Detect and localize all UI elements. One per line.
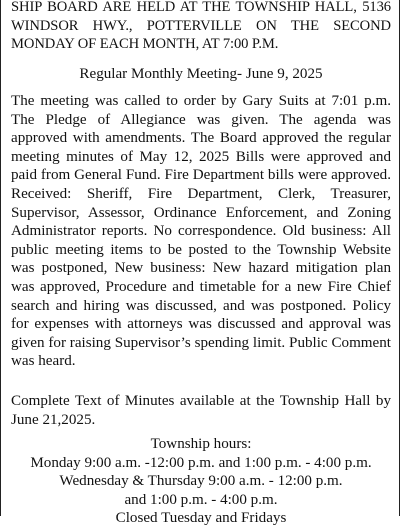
hours-wednesday-thursday: Wednesday & Thursday 9:00 a.m. - 12:00 p.m. (59, 473, 343, 490)
meeting-location-header: SHIP BOARD ARE HELD AT THE TOWNSHIP HALL, 5136 WINDSOR HWY., POTTERVILLE ON THE SECOND MONDAY OF EACH MONTH, AT 7:00 P.M. (11, 0, 391, 53)
hours-closed: Closed Tuesday and Fridays (115, 510, 287, 527)
hours-title: Township hours: (150, 436, 252, 452)
meeting-heading: Regular Monthly Meeting- June 9, 2025 (79, 66, 323, 82)
minutes-body: The meeting was called to order by Gary Suits at 7:01 p.m. The Pledge of Allegiance was given. The agenda was approved with amendments. The Board approved the regular meeting minutes of May 12, 2025 Bills were approved and paid from General Fund. Fire Department bills were approved. Received: Sheriff, Fire Department, Clerk, Treasurer, Supervisor, Assessor, Ordinance Enforcement, and Zoning Administrator reports. No correspondence. Old business: All public meeting items to be posted to the Township Website was postponed, New business: New hazard mitigation plan was approved, Procedure and timetable for a new Fire Chief search and hiring was discussed, and was postponed. Policy for expenses with attorneys was discussed and approval was given for raising Supervisor’s spending limit. Public Comment was heard. (11, 93, 391, 370)
complete-text-note: Complete Text of Minutes available at the Township Hall by June 21,2025. (11, 393, 391, 428)
township-hours (1, 435, 401, 528)
hours-monday: Monday 9:00 a.m. -12:00 p.m. and 1:00 p.m. - 4:00 p.m. (30, 454, 372, 471)
hours-afternoon: and 1:00 p.m. - 4:00 p.m. (124, 491, 278, 508)
